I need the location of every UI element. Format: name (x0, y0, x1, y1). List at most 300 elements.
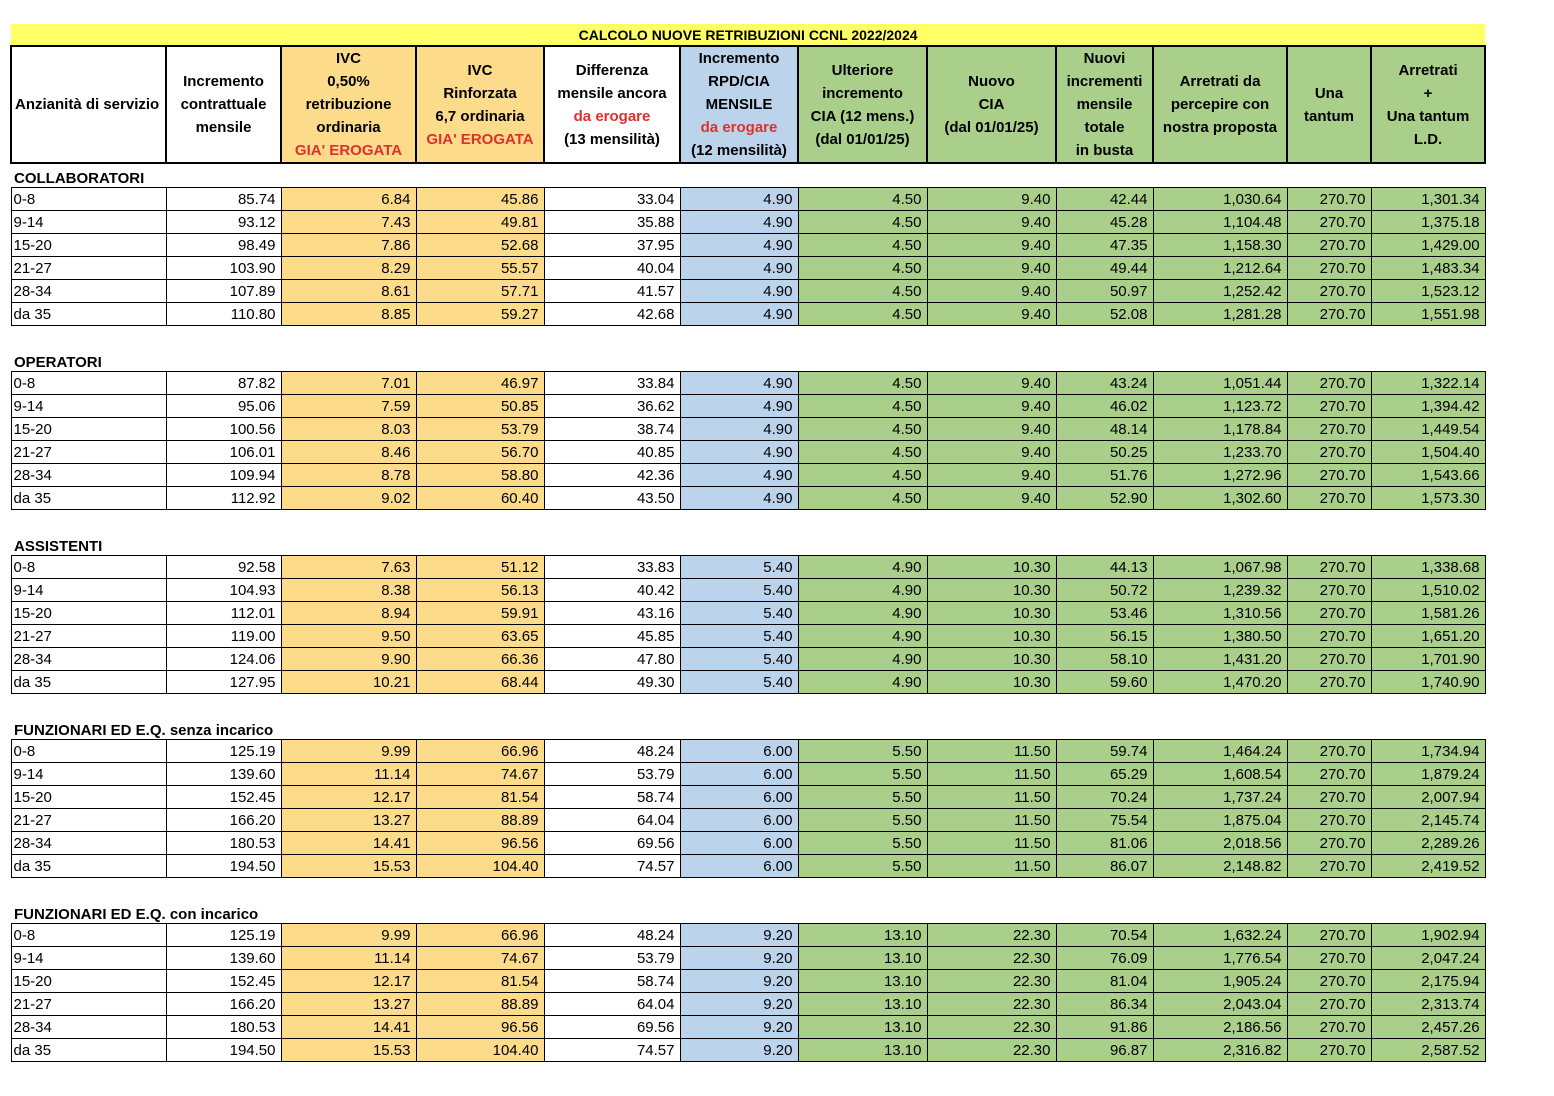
table-cell: 9.20 (680, 970, 798, 993)
table-cell: 194.50 (166, 1039, 281, 1062)
table-cell: 270.70 (1287, 763, 1371, 786)
table-cell: 70.24 (1056, 786, 1153, 809)
spacer-row (11, 510, 1485, 533)
table-cell: 1,212.64 (1153, 257, 1287, 280)
table-cell: 9.99 (281, 740, 416, 763)
column-header-line: + (1423, 84, 1433, 102)
row-label: 21-27 (11, 625, 166, 648)
table-cell: 81.06 (1056, 832, 1153, 855)
table-cell: 4.90 (680, 418, 798, 441)
table-cell: 166.20 (166, 993, 281, 1016)
column-header-line: mensile (195, 119, 252, 136)
column-header-line: Arretrati (1398, 61, 1458, 79)
column-header (1153, 46, 1287, 163)
table-cell: 1,581.26 (1371, 602, 1485, 625)
table-cell: 1,431.20 (1153, 648, 1287, 671)
table-cell: 13.10 (798, 947, 927, 970)
row-label: 28-34 (11, 464, 166, 487)
table-cell: 2,148.82 (1153, 855, 1287, 878)
table-cell: 270.70 (1287, 464, 1371, 487)
table-cell: 6.00 (680, 832, 798, 855)
table-cell: 5.40 (680, 556, 798, 579)
table-cell: 9.20 (680, 947, 798, 970)
table-cell: 12.17 (281, 970, 416, 993)
table-cell: 93.12 (166, 211, 281, 234)
table-cell: 70.54 (1056, 924, 1153, 947)
table-cell: 9.40 (927, 441, 1056, 464)
table-cell: 1,338.68 (1371, 556, 1485, 579)
table-cell: 2,175.94 (1371, 970, 1485, 993)
table-cell: 9.90 (281, 648, 416, 671)
table-cell: 41.57 (544, 280, 680, 303)
table-cell: 45.86 (416, 188, 544, 211)
table-cell: 109.94 (166, 464, 281, 487)
column-header (680, 46, 798, 163)
column-header-line: Differenza (575, 61, 649, 79)
row-label: 28-34 (11, 280, 166, 303)
table-cell: 2,047.24 (1371, 947, 1485, 970)
table-cell: 270.70 (1287, 1039, 1371, 1062)
table-cell: 270.70 (1287, 671, 1371, 694)
table-cell: 14.41 (281, 1016, 416, 1039)
table-cell: 1,067.98 (1153, 556, 1287, 579)
table-row (11, 441, 1485, 464)
table-cell: 4.90 (680, 280, 798, 303)
table-cell: 11.50 (927, 855, 1056, 878)
table-cell: 104.40 (416, 1039, 544, 1062)
table-cell: 166.20 (166, 809, 281, 832)
table-cell: 22.30 (927, 947, 1056, 970)
table-cell: 5.40 (680, 625, 798, 648)
table-cell: 270.70 (1287, 1016, 1371, 1039)
column-header-line: da erogare (573, 107, 651, 125)
table-cell: 1,104.48 (1153, 211, 1287, 234)
table-cell: 270.70 (1287, 625, 1371, 648)
table-cell: 9.20 (680, 1039, 798, 1062)
table-cell: 4.50 (798, 211, 927, 234)
table-cell: 58.74 (544, 970, 680, 993)
table-cell: 127.95 (166, 671, 281, 694)
table-cell: 4.90 (680, 211, 798, 234)
table-cell: 13.10 (798, 1016, 927, 1039)
column-header (1371, 46, 1485, 163)
table-cell: 37.95 (544, 234, 680, 257)
table-cell: 1,902.94 (1371, 924, 1485, 947)
column-header-line: (dal 01/01/25) (815, 130, 910, 148)
column-header (281, 46, 416, 163)
row-label: 9-14 (11, 211, 166, 234)
table-cell: 1,272.96 (1153, 464, 1287, 487)
table-cell: 88.89 (416, 809, 544, 832)
table-cell: 2,587.52 (1371, 1039, 1485, 1062)
table-cell: 98.49 (166, 234, 281, 257)
table-cell: 4.90 (680, 464, 798, 487)
table-cell: 86.07 (1056, 855, 1153, 878)
table-cell: 1,523.12 (1371, 280, 1485, 303)
table-cell: 47.35 (1056, 234, 1153, 257)
table-cell: 15.53 (281, 855, 416, 878)
table-cell: 58.10 (1056, 648, 1153, 671)
table-cell: 1,281.28 (1153, 303, 1287, 326)
table-cell: 66.96 (416, 924, 544, 947)
table-row (11, 487, 1485, 510)
column-header-line: 6,7 ordinaria (435, 107, 525, 125)
table-cell: 6.00 (680, 786, 798, 809)
table-cell: 96.56 (416, 832, 544, 855)
table-cell: 53.46 (1056, 602, 1153, 625)
table-cell: 10.30 (927, 556, 1056, 579)
row-label: 0-8 (11, 924, 166, 947)
table-cell: 270.70 (1287, 602, 1371, 625)
table-cell: 33.83 (544, 556, 680, 579)
table-cell: 9.40 (927, 418, 1056, 441)
table-cell: 1,394.42 (1371, 395, 1485, 418)
table-cell: 10.30 (927, 602, 1056, 625)
table-cell: 76.09 (1056, 947, 1153, 970)
row-label: 9-14 (11, 763, 166, 786)
table-cell: 112.92 (166, 487, 281, 510)
table-row (11, 579, 1485, 602)
column-header-line: ordinaria (316, 119, 381, 136)
table-cell: 2,145.74 (1371, 809, 1485, 832)
table-cell: 53.79 (544, 763, 680, 786)
row-label: 28-34 (11, 832, 166, 855)
table-cell: 63.65 (416, 625, 544, 648)
column-header-line: Una tantum (1386, 107, 1470, 125)
table-cell: 51.76 (1056, 464, 1153, 487)
table-cell: 45.28 (1056, 211, 1153, 234)
table-cell: 124.06 (166, 648, 281, 671)
table-row (11, 303, 1485, 326)
table-cell: 36.62 (544, 395, 680, 418)
table-cell: 2,316.82 (1153, 1039, 1287, 1062)
table-cell: 1,030.64 (1153, 188, 1287, 211)
table-cell: 50.72 (1056, 579, 1153, 602)
table-cell: 13.10 (798, 970, 927, 993)
table-cell: 4.90 (798, 556, 927, 579)
table-cell: 139.60 (166, 947, 281, 970)
table-cell: 4.50 (798, 372, 927, 395)
row-label: 28-34 (11, 1016, 166, 1039)
column-header (11, 46, 166, 163)
table-title: CALCOLO NUOVE RETRIBUZIONI CCNL 2022/2024 (11, 24, 1485, 46)
column-header (1287, 46, 1371, 163)
table-cell: 8.29 (281, 257, 416, 280)
table-cell: 4.50 (798, 257, 927, 280)
table-row (11, 1016, 1485, 1039)
column-header-line: contrattuale (180, 96, 267, 113)
row-label: 21-27 (11, 257, 166, 280)
table-cell: 9.20 (680, 924, 798, 947)
table-cell: 4.50 (798, 234, 927, 257)
row-label: 15-20 (11, 786, 166, 809)
table-cell: 270.70 (1287, 257, 1371, 280)
table-row (11, 211, 1485, 234)
table-cell: 92.58 (166, 556, 281, 579)
table-cell: 8.03 (281, 418, 416, 441)
table-cell: 5.40 (680, 671, 798, 694)
table-cell: 4.90 (680, 234, 798, 257)
table-cell: 4.90 (680, 487, 798, 510)
section-title: FUNZIONARI ED E.Q. con incarico (14, 906, 259, 923)
table-cell: 270.70 (1287, 648, 1371, 671)
table-cell: 96.87 (1056, 1039, 1153, 1062)
table-cell: 270.70 (1287, 786, 1371, 809)
table-cell: 48.24 (544, 924, 680, 947)
table-cell: 1,734.94 (1371, 740, 1485, 763)
table-row (11, 1039, 1485, 1062)
table-cell: 42.36 (544, 464, 680, 487)
table-cell: 47.80 (544, 648, 680, 671)
table-cell: 107.89 (166, 280, 281, 303)
table-cell: 9.02 (281, 487, 416, 510)
table-cell: 13.10 (798, 993, 927, 1016)
table-cell: 106.01 (166, 441, 281, 464)
table-cell: 22.30 (927, 970, 1056, 993)
table-cell: 1,470.20 (1153, 671, 1287, 694)
table-cell: 270.70 (1287, 188, 1371, 211)
table-cell: 11.14 (281, 947, 416, 970)
table-cell: 40.42 (544, 579, 680, 602)
column-header-line: mensile ancora (557, 84, 667, 102)
table-cell: 1,310.56 (1153, 602, 1287, 625)
table-cell: 2,457.26 (1371, 1016, 1485, 1039)
table-cell: 4.90 (680, 303, 798, 326)
row-label: 15-20 (11, 602, 166, 625)
table-cell: 270.70 (1287, 579, 1371, 602)
section-title: OPERATORI (14, 354, 102, 371)
table-cell: 1,510.02 (1371, 579, 1485, 602)
column-header-line: nostra proposta (1162, 119, 1278, 136)
column-header-line: Arretrati da (1179, 73, 1261, 90)
section-header-row (11, 348, 1485, 372)
table-cell: 270.70 (1287, 947, 1371, 970)
table-cell: 12.17 (281, 786, 416, 809)
table-cell: 2,419.52 (1371, 855, 1485, 878)
table-cell: 55.57 (416, 257, 544, 280)
table-cell: 5.50 (798, 832, 927, 855)
column-header-line: IVC (467, 61, 493, 79)
row-label: 0-8 (11, 556, 166, 579)
table-cell: 50.25 (1056, 441, 1153, 464)
table-cell: 50.97 (1056, 280, 1153, 303)
table-cell: 4.90 (798, 602, 927, 625)
table-cell: 75.54 (1056, 809, 1153, 832)
table-cell: 7.59 (281, 395, 416, 418)
table-row (11, 395, 1485, 418)
table-cell: 10.21 (281, 671, 416, 694)
table-cell: 4.90 (798, 625, 927, 648)
table-cell: 96.56 (416, 1016, 544, 1039)
table-cell: 22.30 (927, 1039, 1056, 1062)
table-cell: 59.27 (416, 303, 544, 326)
table-cell: 43.50 (544, 487, 680, 510)
row-label: 0-8 (11, 740, 166, 763)
table-cell: 9.40 (927, 487, 1056, 510)
table-cell: 6.00 (680, 740, 798, 763)
table-row (11, 809, 1485, 832)
table-cell: 270.70 (1287, 924, 1371, 947)
column-header-line: Ulteriore (831, 61, 894, 79)
section-title: ASSISTENTI (14, 538, 103, 555)
table-cell: 1,252.42 (1153, 280, 1287, 303)
section-title: COLLABORATORI (14, 170, 145, 187)
row-label: da 35 (11, 671, 166, 694)
row-label: 28-34 (11, 648, 166, 671)
table-cell: 9.40 (927, 211, 1056, 234)
section-header-row (11, 716, 1485, 740)
table-cell: 1,123.72 (1153, 395, 1287, 418)
table-cell: 1,543.66 (1371, 464, 1485, 487)
table-cell: 6.00 (680, 763, 798, 786)
table-cell: 9.40 (927, 280, 1056, 303)
table-row (11, 947, 1485, 970)
table-cell: 11.50 (927, 832, 1056, 855)
table-cell: 270.70 (1287, 418, 1371, 441)
table-cell: 9.20 (680, 1016, 798, 1039)
table-cell: 13.10 (798, 1039, 927, 1062)
table-cell: 49.81 (416, 211, 544, 234)
section-title: FUNZIONARI ED E.Q. senza incarico (14, 722, 274, 739)
table-cell: 15.53 (281, 1039, 416, 1062)
table-cell: 9.40 (927, 188, 1056, 211)
table-cell: 4.50 (798, 441, 927, 464)
table-cell: 119.00 (166, 625, 281, 648)
table-cell: 49.30 (544, 671, 680, 694)
table-cell: 74.67 (416, 947, 544, 970)
column-header (416, 46, 544, 163)
table-cell: 270.70 (1287, 855, 1371, 878)
table-cell: 52.08 (1056, 303, 1153, 326)
table-cell: 270.70 (1287, 809, 1371, 832)
column-header-line: Incremento (698, 50, 780, 67)
table-cell: 1,879.24 (1371, 763, 1485, 786)
column-header-line: mensile (1076, 96, 1133, 113)
table-cell: 1,737.24 (1153, 786, 1287, 809)
table-cell: 1,322.14 (1371, 372, 1485, 395)
table-cell: 104.93 (166, 579, 281, 602)
table-cell: 48.24 (544, 740, 680, 763)
table-cell: 7.01 (281, 372, 416, 395)
table-cell: 42.68 (544, 303, 680, 326)
table-cell: 6.00 (680, 809, 798, 832)
table-cell: 110.80 (166, 303, 281, 326)
row-label: 21-27 (11, 993, 166, 1016)
table-cell: 270.70 (1287, 740, 1371, 763)
row-label: da 35 (11, 1039, 166, 1062)
title-row (11, 24, 1485, 46)
table-cell: 42.44 (1056, 188, 1153, 211)
column-header-line: CIA (978, 96, 1005, 113)
table-cell: 8.94 (281, 602, 416, 625)
table-cell: 103.90 (166, 257, 281, 280)
row-label: 9-14 (11, 947, 166, 970)
table-cell: 14.41 (281, 832, 416, 855)
table-cell: 58.74 (544, 786, 680, 809)
table-cell: 6.00 (680, 855, 798, 878)
table-row (11, 556, 1485, 579)
table-cell: 1,158.30 (1153, 234, 1287, 257)
table-cell: 4.90 (798, 671, 927, 694)
table-cell: 69.56 (544, 832, 680, 855)
table-cell: 46.97 (416, 372, 544, 395)
table-cell: 43.16 (544, 602, 680, 625)
table-cell: 11.50 (927, 740, 1056, 763)
table-row (11, 855, 1485, 878)
table-cell: 100.56 (166, 418, 281, 441)
column-header-line: CIA (12 mens.) (810, 107, 915, 125)
row-label: 0-8 (11, 372, 166, 395)
table-row (11, 671, 1485, 694)
table-cell: 4.50 (798, 395, 927, 418)
table-cell: 9.20 (680, 993, 798, 1016)
table-cell: 9.40 (927, 372, 1056, 395)
table-cell: 8.46 (281, 441, 416, 464)
table-row (11, 648, 1485, 671)
table-row (11, 464, 1485, 487)
table-cell: 10.30 (927, 671, 1056, 694)
spacer-row (11, 694, 1485, 717)
table-cell: 4.50 (798, 280, 927, 303)
column-header-line: Nuovo (968, 73, 1015, 90)
table-cell: 2,043.04 (1153, 993, 1287, 1016)
section-header-row (11, 532, 1485, 556)
table-cell: 125.19 (166, 924, 281, 947)
table-cell: 1,632.24 (1153, 924, 1287, 947)
table-cell: 40.04 (544, 257, 680, 280)
table-cell: 270.70 (1287, 832, 1371, 855)
table-cell: 69.56 (544, 1016, 680, 1039)
table-row (11, 602, 1485, 625)
table-cell: 1,051.44 (1153, 372, 1287, 395)
table-cell: 4.90 (680, 257, 798, 280)
table-cell: 152.45 (166, 786, 281, 809)
table-row (11, 970, 1485, 993)
column-header-line: Nuovi (1083, 50, 1126, 67)
column-header-line: 0,50% (327, 73, 370, 90)
column-header-line: RPD/CIA (708, 73, 770, 90)
table-cell: 85.74 (166, 188, 281, 211)
table-cell: 81.54 (416, 786, 544, 809)
table-cell: 6.84 (281, 188, 416, 211)
table-cell: 9.40 (927, 303, 1056, 326)
table-row (11, 993, 1485, 1016)
table-cell: 125.19 (166, 740, 281, 763)
table-cell: 66.36 (416, 648, 544, 671)
row-label: 15-20 (11, 418, 166, 441)
table-cell: 11.50 (927, 763, 1056, 786)
table-cell: 56.70 (416, 441, 544, 464)
table-cell: 88.89 (416, 993, 544, 1016)
table-row (11, 257, 1485, 280)
table-cell: 4.50 (798, 464, 927, 487)
table-cell: 52.68 (416, 234, 544, 257)
column-header (544, 46, 680, 163)
table-cell: 48.14 (1056, 418, 1153, 441)
row-label: 0-8 (11, 188, 166, 211)
table-cell: 2,007.94 (1371, 786, 1485, 809)
table-cell: 33.04 (544, 188, 680, 211)
column-header-line: Una (1314, 84, 1344, 102)
table-cell: 5.40 (680, 602, 798, 625)
table-cell: 5.50 (798, 809, 927, 832)
table-cell: 4.50 (798, 188, 927, 211)
table-cell: 270.70 (1287, 441, 1371, 464)
column-header-line: (dal 01/01/25) (944, 119, 1039, 136)
column-header (927, 46, 1056, 163)
section-header-row (11, 900, 1485, 924)
table-cell: 43.24 (1056, 372, 1153, 395)
